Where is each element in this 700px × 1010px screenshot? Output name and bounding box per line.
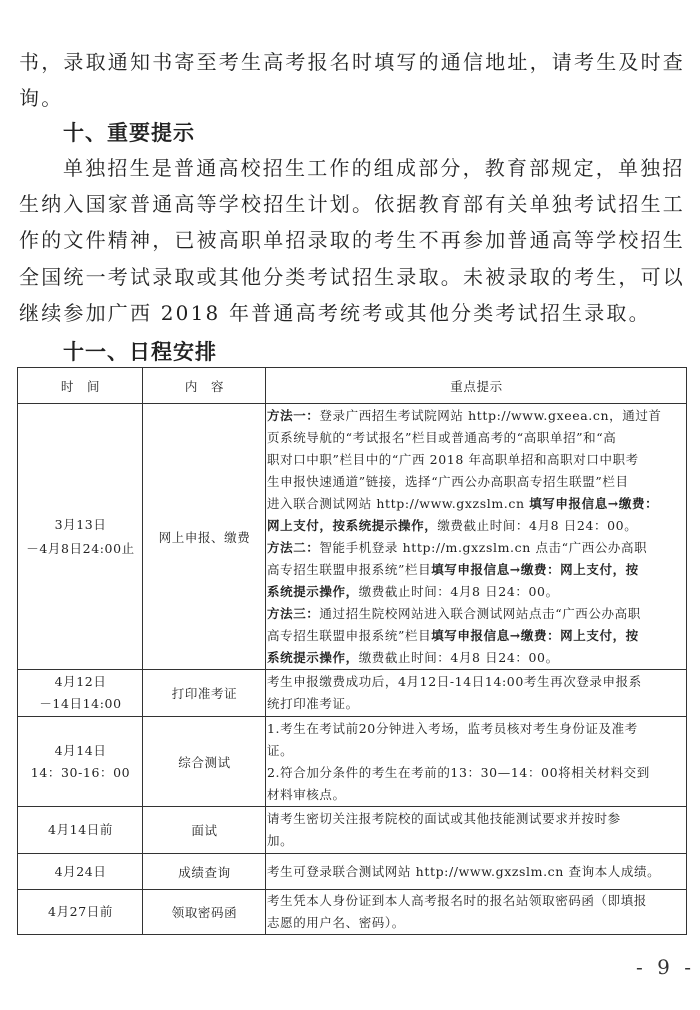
time-line: 4月14日前 [48,822,113,837]
text: 考生凭本人身份证到本人高考报名时的报名站领取密码函（即填报 [267,893,647,908]
text: 缴费截止时间：4月8 日24：00。 [437,517,638,533]
text: 1.考生在考试前20分钟进入考场，监考员核对考生身份证及准考 [267,720,638,736]
table-row [18,890,687,935]
notes-line [267,559,686,581]
time-line: 4月27日前 [48,904,113,919]
text: 高专招生联盟申报系统”栏目 [267,627,432,643]
text: 考生申报缴费成功后，4月12日-14日14:00考生再次登录申报系 [267,674,642,689]
notes-line [267,808,686,830]
paragraph-line: 询。 [19,86,64,110]
content-cell: 综合测试 [143,717,266,807]
notes-cell [266,404,687,670]
bold-text: 填写申报信息→缴费：网上支付，按 [431,627,639,643]
bold-text: 方法三： [267,605,320,621]
notes-cell [266,807,687,854]
bold-text: 填写申报信息→缴费：网上支付，按 [431,561,639,577]
notes-line [267,861,686,883]
section-heading: 十、重要提示 [63,121,195,145]
notes-cell [266,854,687,890]
content-cell: 领取密码函 [143,890,266,935]
notes-line [267,784,686,806]
bold-text: 方法二： [267,539,320,555]
paragraph-line: 书，录取通知书寄至考生高考报名时填写的通信地址，请考生及时查 [19,50,685,74]
table-row [18,854,687,890]
notes-line [267,625,686,647]
text: 2.符合加分条件的考生在考前的13：30—14：00将相关材料交到 [267,764,650,780]
text: 考生可登录联合测试网站 http://www.gxzslm.cn 查询本人成绩。 [267,863,661,879]
text: 缴费截止时间：4月8 日24：00。 [358,649,559,665]
header-notes: 重点提示 [266,368,687,404]
notes-line [267,537,686,559]
text: 智能手机登录 http://m.gxzslm.cn 点击“广西公办高职 [319,539,648,555]
notes-line [267,671,686,693]
bold-text: 系统提示操作， [267,649,359,665]
paragraph-line: 全国统一考试录取或其他分类考试招生录取。未被录取的考生，可以 [19,265,685,289]
notes-line [267,471,686,493]
table-row [18,807,687,854]
text: 加。 [267,833,294,848]
schedule-table [17,367,687,935]
time-cell [18,670,143,717]
notes-line [267,581,686,603]
page-number: - 9 - [636,955,695,979]
notes-line [267,693,686,715]
text: 志愿的用户名、密码）。 [267,915,405,930]
notes-line [267,647,686,669]
time-line: 4月24日 [54,863,107,879]
table-row [18,717,687,807]
notes-line [267,718,686,740]
time-cell [18,854,143,890]
time-line: －14日14:00 [39,696,122,711]
paragraph-line: 单独招生是普通高校招生工作的组成部分，教育部规定，单独招 [63,156,685,180]
text: 生申报快速通道”链接，选择“广西公办高职高专招生联盟”栏目 [267,473,629,489]
content-cell: 打印准考证 [143,670,266,717]
bold-text: 方法一： [267,407,320,423]
notes-cell [266,670,687,717]
paragraph-line: 继续参加广西 2018 年普通高考统考或其他分类考试招生录取。 [19,301,651,325]
notes-line [267,912,686,934]
bold-text: 系统提示操作， [267,583,359,599]
notes-line [267,405,686,427]
notes-line [267,603,686,625]
notes-line [267,740,686,762]
text: 材料审核点。 [267,786,346,802]
content-cell: 面试 [143,807,266,854]
section-heading: 十一、日程安排 [63,340,217,364]
text: 页系统导航的“考试报名”栏目或普通高考的“高职单招”和“高 [267,429,617,445]
notes-line [267,762,686,784]
notes-line [267,427,686,449]
notes-line [267,449,686,471]
time-cell [18,717,143,807]
text: 职对口中职”栏目中的“广西 2018 年高职单招和高职对口中职考 [267,451,639,467]
text: 缴费截止时间：4月8 日24：00。 [358,583,559,599]
time-line: －4月8日24:00止 [26,540,135,556]
text: 请考生密切关注报考院校的面试或其他技能测试要求并按时参 [267,811,621,826]
text: 登录广西招生考试院网站 http://www.gxeea.cn，通过首 [319,407,662,423]
time-cell [18,807,143,854]
notes-line [267,830,686,852]
notes-line [267,493,686,515]
header-time: 时 间 [18,368,143,404]
header-content: 内 容 [143,368,266,404]
notes-line [267,890,686,912]
content-cell: 网上申报、缴费 [143,404,266,670]
time-line: 14：30-16：00 [30,764,131,780]
text: 高专招生联盟申报系统”栏目 [267,561,432,577]
text: 统打印准考证。 [267,696,359,711]
text: 进入联合测试网站 http://www.gxzslm.cn [267,495,530,511]
paragraph-line: 作的文件精神，已被高职单招录取的考生不再参加普通高等学校招生 [19,228,685,252]
time-cell [18,404,143,670]
table-row [18,670,687,717]
paragraph-line: 生纳入国家普通高等学校招生计划。依据教育部有关单独考试招生工 [19,192,685,216]
notes-cell [266,890,687,935]
time-line: 4月14日 [54,742,107,758]
text: 证。 [267,742,294,758]
notes-line [267,515,686,537]
time-line: 4月12日 [54,674,107,689]
bold-text: 网上支付，按系统提示操作， [267,517,438,533]
content-cell: 成绩查询 [143,854,266,890]
table-row [18,404,687,670]
notes-cell [266,717,687,807]
time-cell [18,890,143,935]
table-header-row [18,368,687,404]
text: 通过招生院校网站进入联合测试网站点击“广西公办高职 [319,605,641,621]
time-line: 3月13日 [54,516,107,532]
bold-text: 填写申报信息→缴费： [529,495,659,511]
